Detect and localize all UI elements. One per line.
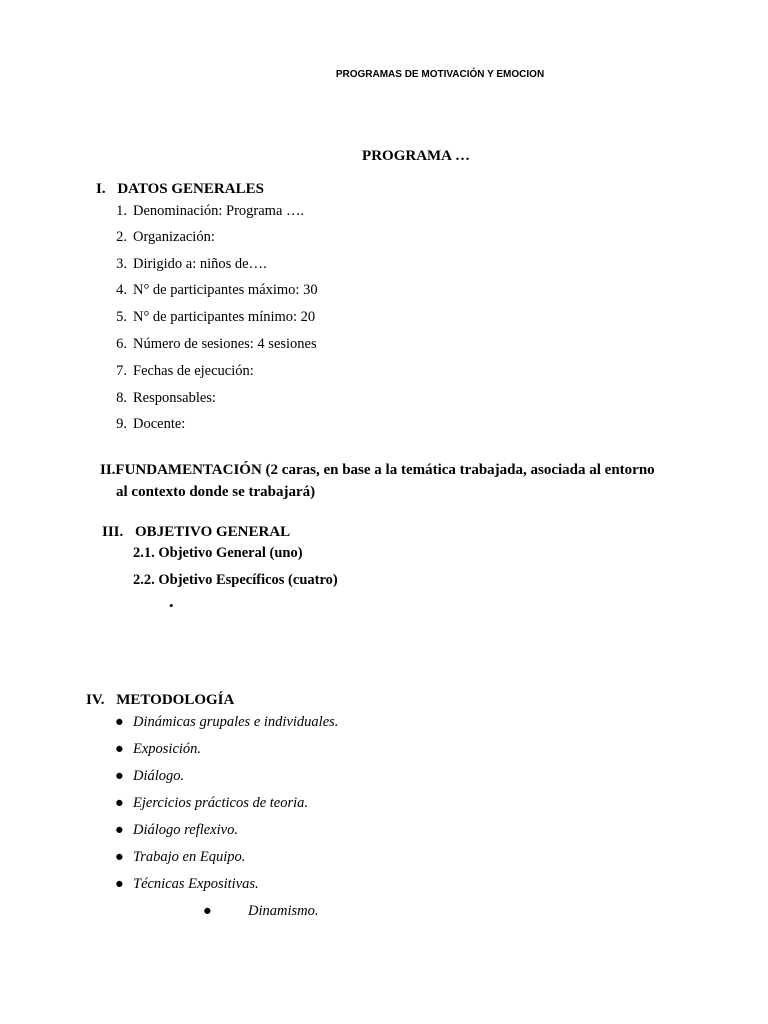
- list-item: 2. Organización:: [116, 229, 215, 245]
- section-title: OBJETIVO GENERAL: [135, 524, 291, 540]
- section-title: METODOLOGÍA: [116, 692, 235, 708]
- bullet-icon: ●: [203, 903, 212, 919]
- list-item: ● Técnicas Expositivas.: [115, 876, 259, 892]
- bullet-icon: ●: [115, 714, 124, 730]
- section-objetivo-heading: [102, 524, 290, 541]
- list-item: 9. Docente:: [116, 416, 186, 432]
- list-item: 7. Fechas de ejecución:: [116, 363, 254, 379]
- list-item: ● Ejercicios prácticos de teoria.: [115, 795, 309, 811]
- section-metodologia-heading: [86, 692, 234, 709]
- list-item: 1. Denominación: Programa ….: [116, 203, 305, 219]
- list-item: 3. Dirigido a: niños de….: [116, 256, 267, 272]
- document-title: PROGRAMA …: [362, 148, 470, 164]
- bullet-icon: ●: [115, 876, 124, 892]
- bullet-icon: ●: [115, 795, 124, 811]
- section-number: IV.: [86, 692, 105, 708]
- list-item: ● Exposición.: [115, 741, 202, 757]
- section-number: III.: [102, 524, 124, 540]
- section-title: DATOS GENERALES: [117, 181, 264, 197]
- section-datos-generales-heading: [96, 181, 264, 198]
- objetivo-general-item: 2.1. Objetivo General (uno): [133, 545, 303, 561]
- section-fundamentacion-line1: II.FUNDAMENTACIÓN (2 caras, en base a la temática trabajada, asociada al entorno: [100, 462, 655, 478]
- list-item: 8. Responsables:: [116, 390, 216, 406]
- section-fundamentacion-line2: al contexto donde se trabajará): [116, 484, 316, 500]
- list-item: ● Trabajo en Equipo.: [115, 849, 246, 865]
- bullet-icon: ●: [115, 822, 124, 838]
- section-number: I.: [96, 181, 106, 197]
- bullet-icon: ●: [115, 849, 124, 865]
- list-item: ● Dinámicas grupales e individuales.: [115, 714, 339, 730]
- list-item: ● Diálogo.: [115, 768, 185, 784]
- list-item: ● Diálogo reflexivo.: [115, 822, 238, 838]
- list-item: 6. Número de sesiones: 4 sesiones: [116, 336, 317, 352]
- empty-bullet: •: [169, 598, 174, 613]
- page-header: PROGRAMAS DE MOTIVACIÓN Y EMOCION: [335, 69, 545, 80]
- objetivo-especificos-item: 2.2. Objetivo Específicos (cuatro): [133, 572, 338, 588]
- bullet-icon: ●: [115, 768, 124, 784]
- list-item: 4. N° de participantes máximo: 30: [116, 282, 318, 298]
- list-item: 5. N° de participantes mínimo: 20: [116, 309, 316, 325]
- bullet-icon: ●: [115, 741, 124, 757]
- list-item: ● Dinamismo.: [203, 903, 319, 919]
